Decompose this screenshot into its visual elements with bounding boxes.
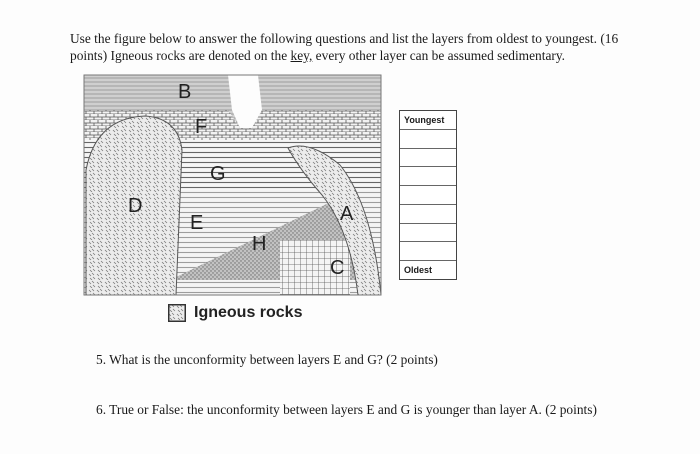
label-h: H [252,233,267,255]
label-e: E [190,212,204,234]
table-cell[interactable] [400,186,456,205]
label-a: A [340,203,354,225]
key-word: key, [290,48,313,63]
table-cell[interactable] [400,224,456,243]
table-cell[interactable] [400,242,456,261]
table-cell[interactable] [400,149,456,168]
table-cell[interactable] [400,130,456,149]
layer-order-table [399,110,457,280]
instructions-line-1: Use the figure below to answer the following questions and list the layers from oldest to youngest. (16 [70,31,619,46]
legend-label: Igneous rocks [194,304,303,321]
igneous-legend-swatch [168,304,186,322]
label-c: C [330,257,345,279]
label-f: F [195,116,208,138]
question-6: 6. True or False: the unconformity between layers E and G is younger than layer A. (2 points) [96,402,597,417]
table-cell[interactable] [400,167,456,186]
label-b: B [178,81,192,103]
table-cell-youngest: Youngest [400,111,456,130]
table-cell[interactable] [400,205,456,224]
question-5: 5. What is the unconformity between layers E and G? (2 points) [96,352,438,367]
instructions-line-2-end: every other layer can be assumed sedimentary. [312,48,566,63]
instructions-line-2-start: points) Igneous rocks are denoted on the [70,48,291,63]
table-cell-oldest: Oldest [404,265,433,276]
label-g: G [210,163,226,185]
legend [168,304,302,322]
label-d: D [128,195,143,217]
